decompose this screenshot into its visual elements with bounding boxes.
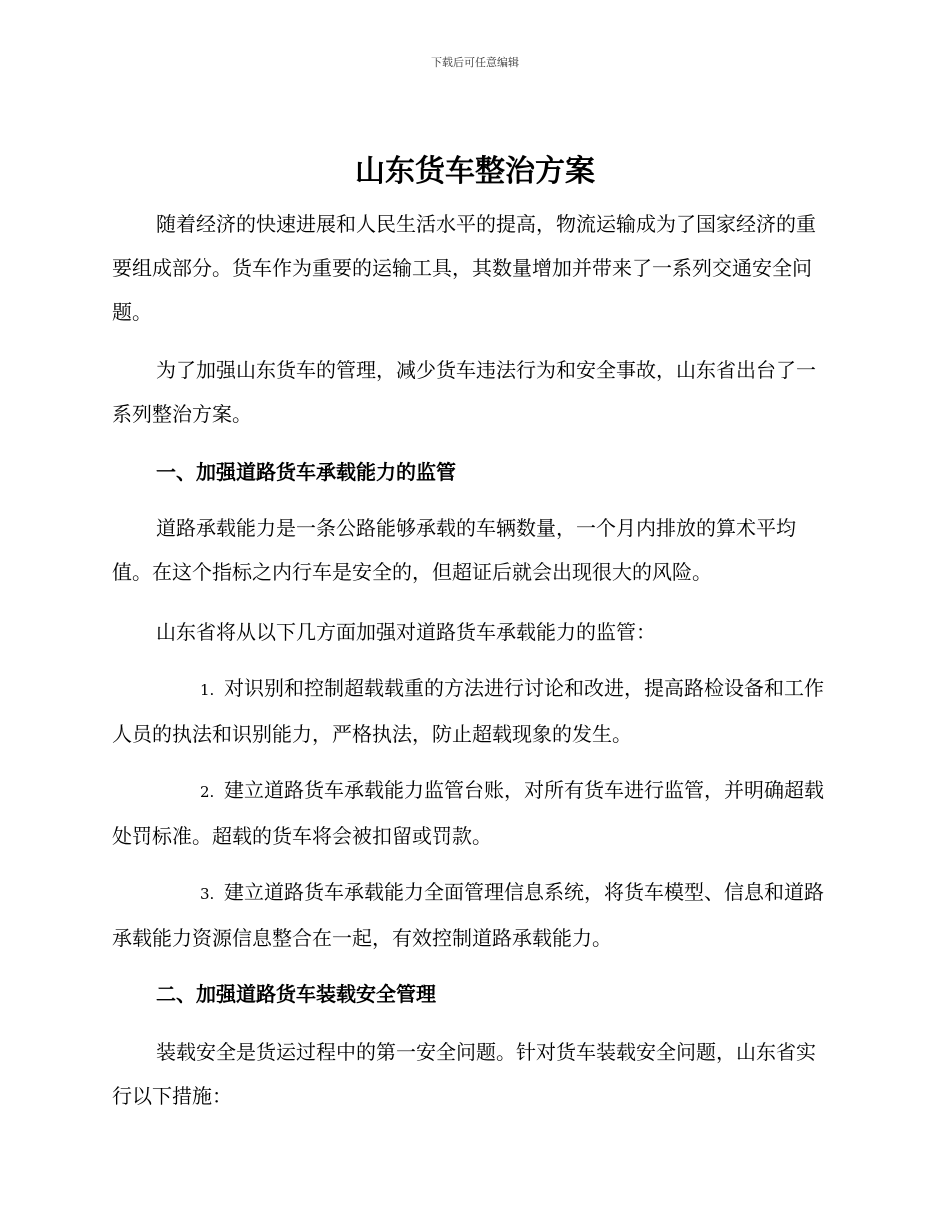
- list-item-text: 对识别和控制超载载重的方法进行讨论和改进，提高路检设备和工作人员的执法和识别能力，严格执法，防止超载现象的发生。: [112, 676, 824, 746]
- list-item-number: 2.: [200, 783, 215, 801]
- list-item: [112, 768, 832, 858]
- intro-paragraph-1: 随着经济的快速进展和人民生活水平的提高，物流运输成为了国家经济的重要组成部分。货车作为重要的运输工具，其数量增加并带来了一系列交通安全问题。: [112, 212, 816, 324]
- section-2-paragraph-1: 装载安全是货运过程中的第一安全问题。针对货车装载安全问题，山东省实行以下措施：: [112, 1040, 816, 1108]
- intro-paragraph-2: 为了加强山东货车的管理，减少货车违法行为和安全事故，山东省出台了一系列整治方案。: [112, 358, 816, 426]
- section-1-paragraph-2: 山东省将从以下几方面加强对道路货车承载能力的监管：: [156, 620, 656, 644]
- list-item-number: 3.: [200, 885, 215, 903]
- section-2-heading: 二、加强道路货车装载安全管理: [156, 982, 436, 1006]
- list-item-text: 建立道路货车承载能力监管台账，对所有货车进行监管，并明确超载处罚标准。超载的货车将会被扣留或罚款。: [112, 778, 824, 848]
- document-title: 山东货车整治方案: [355, 154, 595, 189]
- list-item-text: 建立道路货车承载能力全面管理信息系统，将货车模型、信息和道路承载能力资源信息整合在一起，有效控制道路承载能力。: [112, 880, 824, 950]
- section-1-heading: 一、加强道路货车承载能力的监管: [156, 460, 456, 484]
- list-item: [112, 666, 832, 756]
- list-item-number: 1.: [200, 681, 215, 699]
- section-1-paragraph-1: 道路承载能力是一条公路能够承载的车辆数量，一个月内排放的算术平均值。在这个指标之内行车是安全的，但超证后就会出现很大的风险。: [112, 516, 796, 584]
- header-note: 下载后可任意编辑: [431, 56, 519, 69]
- list-item: [112, 870, 832, 960]
